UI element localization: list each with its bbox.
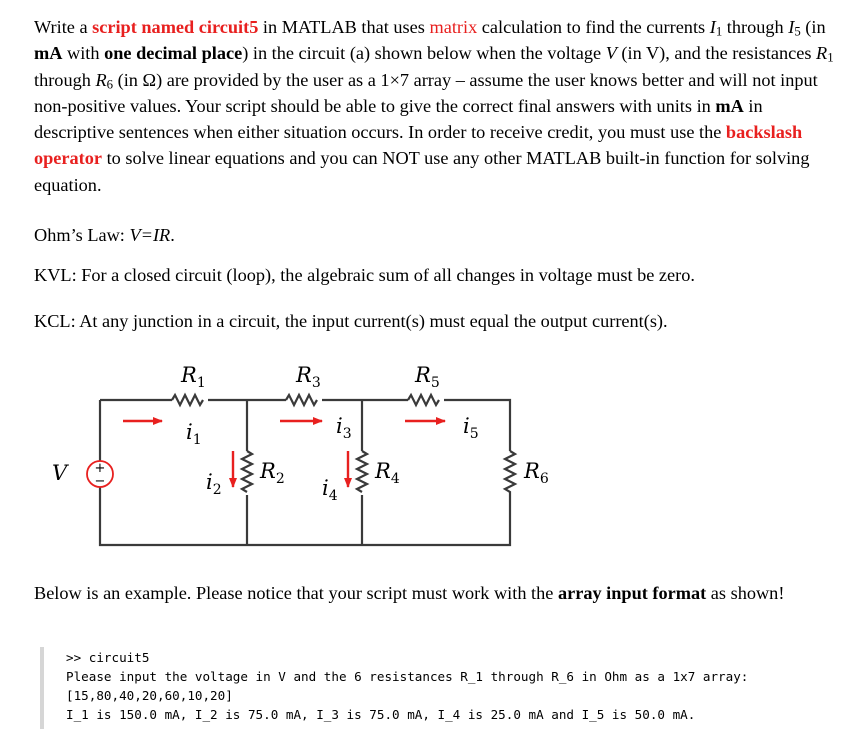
kvl-line: KVL: For a closed circuit (loop), the algebraic sum of all changes in voltage must be zero.	[34, 265, 695, 285]
matrix-highlight: matrix	[429, 17, 478, 37]
r2-label: $R_2$	[260, 459, 285, 487]
code-line: I_1 is 150.0 mA, I_2 is 75.0 mA, I_3 is 75.0 mA, I_4 is 25.0 mA and I_5 is 50.0 mA.	[66, 707, 696, 722]
r6-label: $R_6$	[524, 459, 549, 487]
code-line: Please input the voltage in V and the 6 resistances R_1 through R_6 in Ohm as a 1x7 array:	[66, 669, 749, 684]
bottom-wire	[100, 487, 510, 545]
r1-label: $R_1$	[181, 363, 206, 391]
r4-resistor-symbol	[357, 451, 367, 492]
source-label: V	[52, 461, 68, 485]
instructions-paragraph: Write a script named circuit5 in MATLAB that uses matrix calculation to find the currents $I_1$ through $I_5$ (in mA with one decimal place) in the circuit (a) shown below when the voltage V (in V), and the resistances $R_1$ through $R_6$ (in Ω) are provided by the user as a 1×7 array – assume the user knows better and will not input non-positive values. Your script should be able to give the correct final answers with units in mA in descriptive sentences when either situation occurs. In order to receive credit, you must use the backslash operator to solve linear equations and you can NOT use any other MATLAB built-in function for solving equation.	[34, 17, 834, 195]
r5-label: $R_5$	[415, 363, 440, 391]
source-plus: +	[94, 461, 106, 476]
i2-label: $i_2$	[206, 470, 222, 498]
r3-label: $R_3$	[296, 363, 321, 391]
code-line: [15,80,40,20,60,10,20]	[66, 688, 233, 703]
i3-label: $i_3$	[336, 414, 352, 442]
r6-resistor-symbol	[505, 451, 515, 499]
r5-resistor-symbol	[408, 395, 439, 405]
kcl-line: KCL: At any junction in a circuit, the input current(s) must equal the output current(s).	[34, 311, 668, 331]
circuit-wires	[100, 395, 515, 545]
r3-resistor-symbol	[286, 395, 317, 405]
backslash-operator-highlight: backslash operator	[34, 122, 803, 169]
matlab-console-example	[40, 647, 844, 729]
r1-resistor-symbol	[172, 395, 203, 405]
i4-label: $i_4$	[322, 476, 338, 504]
example-paragraph: Below is an example. Please notice that your script must work with the array input format as shown!	[34, 583, 785, 603]
i1-label: $i_1$	[186, 420, 202, 448]
r2-resistor-symbol	[242, 451, 252, 492]
source-minus: −	[94, 474, 106, 489]
circuit-diagram	[40, 355, 560, 555]
script-name-highlight: script named circuit5	[92, 17, 259, 37]
code-line: >> circuit5	[66, 650, 150, 665]
r4-label: $R_4$	[375, 459, 400, 487]
i5-label: $i_5$	[463, 414, 479, 442]
ohms-law-line: Ohm’s Law: V=IR.	[34, 225, 175, 245]
